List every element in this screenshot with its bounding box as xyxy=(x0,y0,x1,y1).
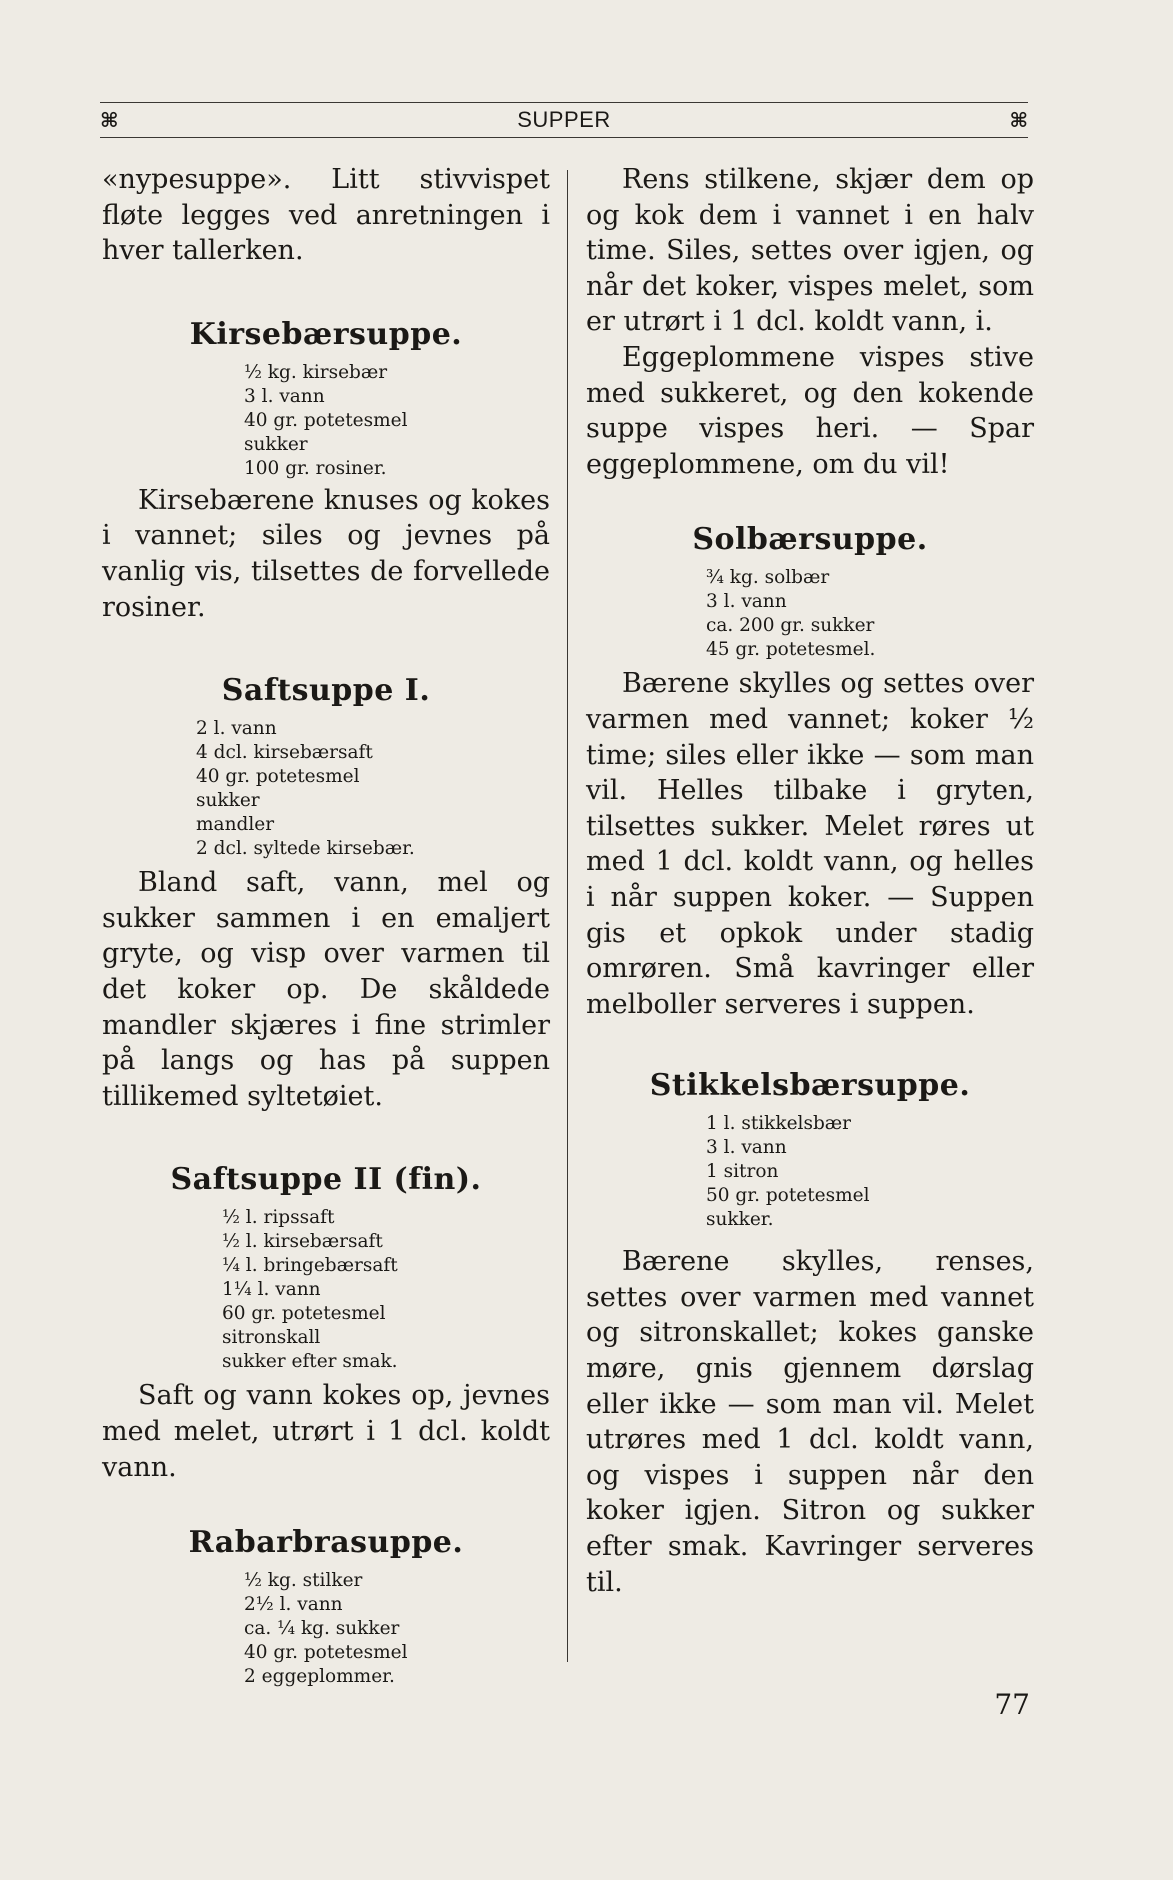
ingredient-item: 60 gr. potetesmel xyxy=(222,1303,386,1325)
ingredient-item: 40 gr. potetesmel xyxy=(196,766,360,788)
ingredient-item: 3 l. vann xyxy=(244,385,325,407)
ingredient-item: 2 eggeplommer. xyxy=(244,1666,395,1688)
ingredient-item: sukker xyxy=(244,433,308,455)
ingredient-item: 40 gr. potetesmel xyxy=(244,409,408,431)
ingredient-item: ca. ¼ kg. sukker xyxy=(244,1618,400,1640)
method-rabarbrasuppe-2: Eggeplommene vispes stive med sukkeret, og den kokende suppe vispes heri. — Spar eggeplommene, om du vil! xyxy=(586,341,1034,480)
method-saftsuppe-1: Bland saft, vann, mel og sukker sammen i en emaljert gryte, og visp over varmen til det koker op. De skåldede mandler skjæres i fine strimler på langs og has på suppen tillikemed syltetøiet. xyxy=(102,867,550,1112)
ingredient-list-saftsuppe-1 xyxy=(196,717,550,861)
ingredient-item: 4 dcl. kirsebærsaft xyxy=(196,742,373,764)
recipe-title-stikkelsbaersuppe: Stikkelsbærsuppe. xyxy=(649,1068,971,1104)
recipe-title-saftsuppe-2: Saftsuppe II (fin). xyxy=(170,1162,482,1198)
method-kirsebaersuppe: Kirsebærene knuses og kokes i vannet; siles og jevnes på vanlig vis, tilsettes de forvellede rosiner. xyxy=(102,484,550,623)
ingredient-item: 45 gr. potetesmel. xyxy=(706,639,876,661)
method-saftsuppe-2: Saft og vann kokes op, jevnes med melet, utrørt i 1 dcl. koldt vann. xyxy=(102,1380,550,1483)
page-number: 77 xyxy=(994,1688,1030,1721)
header-title: SUPPER xyxy=(517,107,611,132)
ingredient-item: 1 sitron xyxy=(706,1161,779,1183)
ingredient-item: 40 gr. potetesmel xyxy=(244,1642,408,1664)
method-solbaersuppe: Bærene skylles og settes over varmen med vannet; koker ½ time; siles eller ikke — som man vil. Helles tilbake i gryten, tilsettes sukker. Melet røres ut med 1 dcl. koldt vann, og helles i når suppen koker. — Suppen gis et opkok under stadig omrøren. Små kavringer eller melboller serveres i suppen. xyxy=(586,668,1034,1020)
recipe-title-rabarbrasuppe: Rabarbrasuppe. xyxy=(188,1525,464,1561)
column-divider xyxy=(567,170,568,1662)
recipe-title-saftsuppe-1: Saftsuppe I. xyxy=(221,673,431,709)
ingredient-item: ¼ l. bringebærsaft xyxy=(222,1255,398,1277)
ingredient-item: 3 l. vann xyxy=(706,591,787,613)
ingredient-item: ½ l. ripssaft xyxy=(222,1207,335,1229)
ingredient-item: mandler xyxy=(196,814,275,836)
method-stikkelsbaersuppe: Bærene skylles, renses, settes over varmen med vannet og sitronskallet; kokes ganske møre, gnis gjennem dørslag eller ikke — som man vil. Melet utrøres med 1 dcl. koldt vann, og vispes i suppen når den koker igjen. Sitron og sukker efter smak. Kavringer serveres til. xyxy=(586,1246,1034,1598)
ingredient-item: 3 l. vann xyxy=(706,1137,787,1159)
method-rabarbrasuppe-1: Rens stilkene, skjær dem op og kok dem i vannet i en halv time. Siles, settes over igjen, og når det koker, vispes melet, som er utrørt i 1 dcl. koldt vann, i. xyxy=(586,164,1034,338)
ingredient-item: 1 l. stikkelsbær xyxy=(706,1113,852,1135)
right-column xyxy=(586,162,1034,1600)
ingredient-item: sitronskall xyxy=(222,1327,321,1349)
header-ornament-right-icon: ⌘ xyxy=(1009,108,1028,132)
left-column xyxy=(102,162,550,1689)
ingredient-list-saftsuppe-2 xyxy=(222,1206,550,1374)
ingredient-list-stikkelsbaersuppe xyxy=(706,1112,1034,1232)
ingredient-item: ¾ kg. solbær xyxy=(706,567,830,589)
recipe-title-kirsebaersuppe: Kirsebærsuppe. xyxy=(189,316,463,352)
ingredient-item: 1¼ l. vann xyxy=(222,1279,321,1301)
ingredient-item: 100 gr. rosiner. xyxy=(244,457,387,479)
header-ornament-left-icon: ⌘ xyxy=(100,108,119,132)
ingredient-item: 2 l. vann xyxy=(196,718,277,740)
ingredient-item: sukker xyxy=(196,790,260,812)
running-header xyxy=(100,102,1028,138)
ingredient-list-kirsebaersuppe xyxy=(244,361,550,481)
ingredient-list-solbaersuppe xyxy=(706,566,1034,662)
ingredient-item: sukker efter smak. xyxy=(222,1351,398,1373)
ingredient-item: sukker. xyxy=(706,1209,774,1231)
ingredient-list-rabarbrasuppe xyxy=(244,1569,550,1689)
intro-paragraph: «nypesuppe». Litt stivvispet fløte legges ved anretningen i hver tallerken. xyxy=(102,164,550,267)
ingredient-item: ½ kg. stilker xyxy=(244,1570,363,1592)
ingredient-item: ½ l. kirsebærsaft xyxy=(222,1231,383,1253)
ingredient-item: 2½ l. vann xyxy=(244,1594,343,1616)
ingredient-item: ca. 200 gr. sukker xyxy=(706,615,875,637)
recipe-title-solbaersuppe: Solbærsuppe. xyxy=(692,522,928,558)
ingredient-item: 2 dcl. syltede kirsebær. xyxy=(196,838,415,860)
ingredient-item: ½ kg. kirsebær xyxy=(244,361,388,383)
ingredient-item: 50 gr. potetesmel xyxy=(706,1185,870,1207)
